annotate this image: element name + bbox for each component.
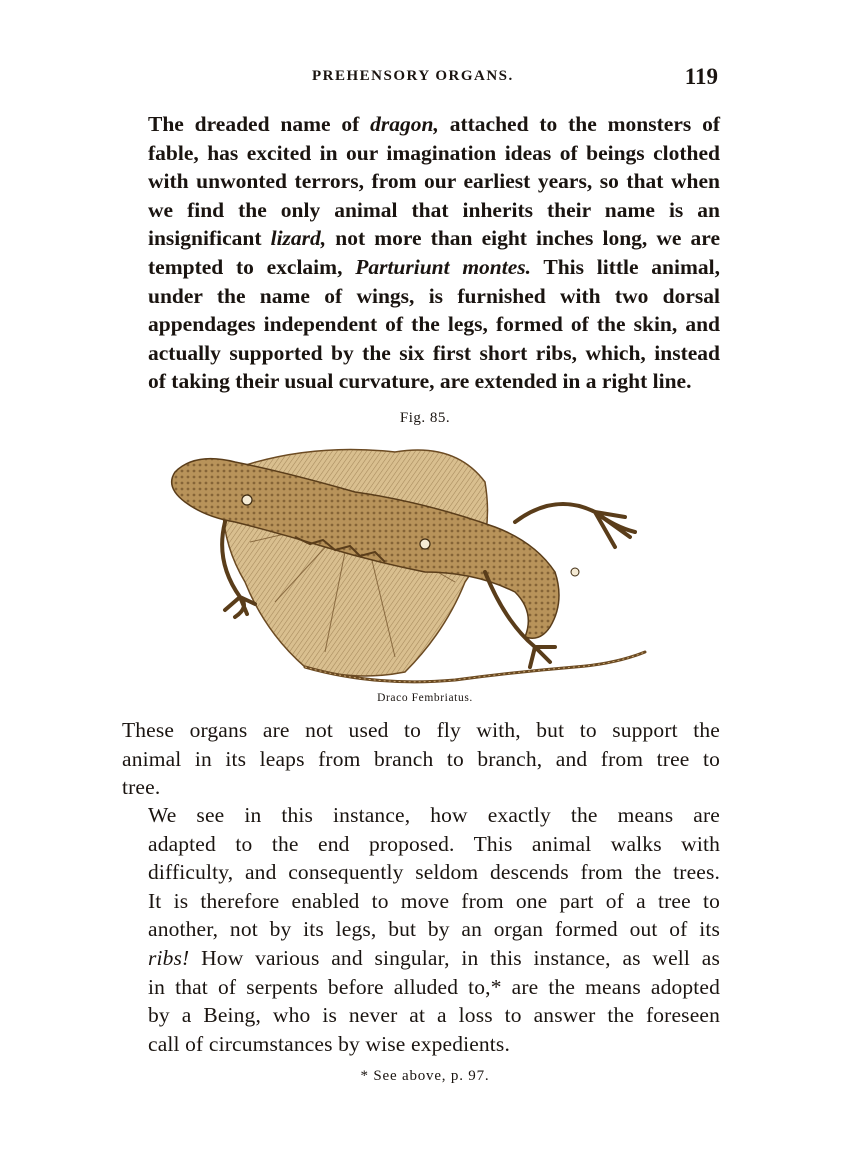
page-header [122,64,720,96]
text-line: These organs are not used to fly with, but to support the [122,718,720,742]
page-number: 119 [684,64,718,89]
text-line: by a Being, who is never at a loss to answer the foreseen [148,1003,720,1028]
text-line: tempted to exclaim, Parturiunt montes. This little animal, [148,254,720,279]
text-line: appendages independent of the legs, formed of the skin, and [148,312,720,337]
text-line: fable, has excited in our imagination ideas of beings clothed [148,140,720,165]
paragraph-organs [122,716,720,802]
running-head: PREHENSORY ORGANS. [312,68,514,84]
lizard-eye [242,495,252,505]
paragraph-dragon [122,110,720,396]
figure-caption: Draco Fembriatus. [377,692,473,704]
paragraph-means [122,801,720,1058]
text-line: we find the only animal that inherits their name is an [148,197,720,222]
text-line: under the name of wings, is furnished with two dorsal [148,283,720,308]
text-line: insignificant lizard, not more than eight inches long, we are [148,226,720,251]
text-line: call of circumstances by wise expedients. [148,1031,510,1056]
draco-lizard-illustration [155,432,655,694]
figure-label: Fig. 85. [399,410,451,426]
hind-leg [515,504,635,547]
footnote: * See above, p. 97. [360,1068,490,1084]
text-line: difficulty, and consequently seldom descends from the trees. [148,860,720,885]
text-line: tree. [122,775,161,800]
text-line: We see in this instance, how exactly the means are [148,803,720,827]
text-line: The dreaded name of dragon, attached to the monsters of [148,112,720,136]
text-line: animal in its leaps from branch to branch, and from tree to [122,746,720,771]
text-line: with unwonted terrors, from our earliest years, so that when [148,169,720,194]
text-line: ribs! How various and singular, in this instance, as well as [148,945,720,970]
text-line: in that of serpents before alluded to,* are the means adopted [148,974,720,999]
text-line: of taking their usual curvature, are extended in a right line. [148,369,692,394]
text-line: another, not by its legs, but by an organ formed out of its [148,917,720,942]
text-line: adapted to the end proposed. This animal walks with [148,831,720,856]
text-line: actually supported by the six first short ribs, which, instead [148,340,720,365]
text-line: It is therefore enabled to move from one part of a tree to [148,888,720,913]
